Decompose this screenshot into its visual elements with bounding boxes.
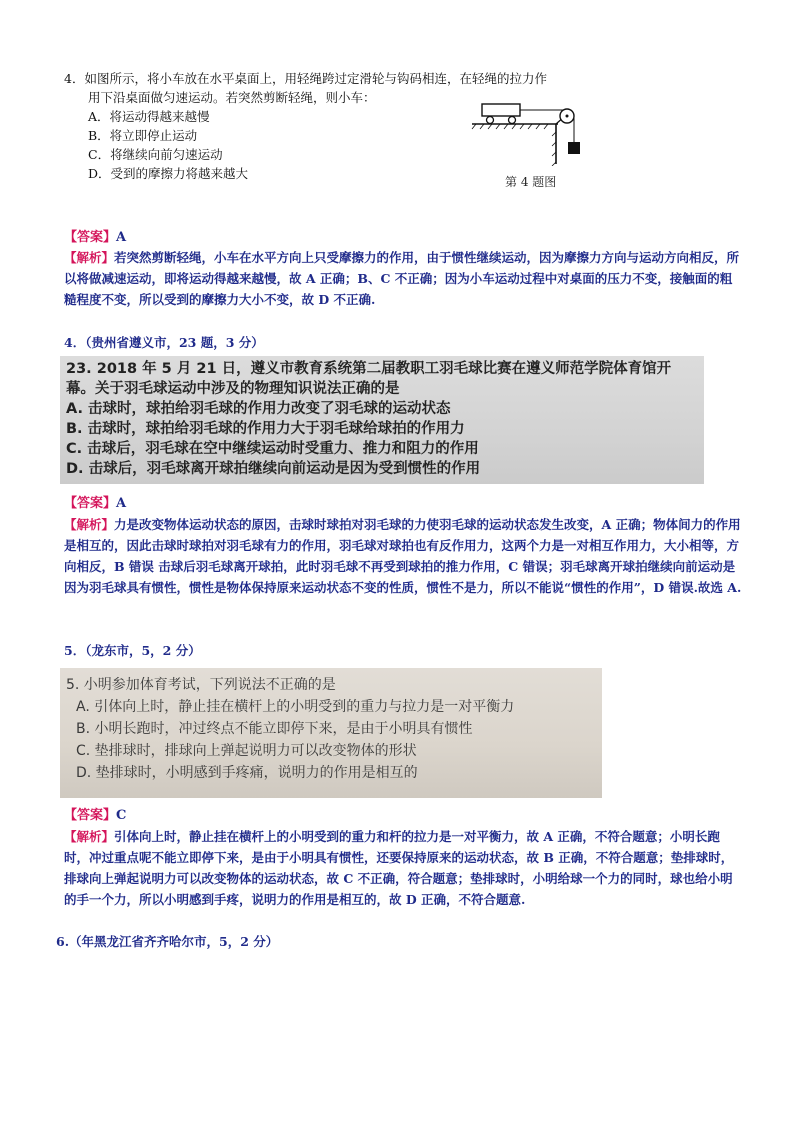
q4b-explanation — [64, 514, 744, 598]
q4b-source: 4．（贵州省遵义市，23 题，3 分） — [64, 335, 264, 350]
explain-tag: 【解析】 — [64, 517, 115, 532]
q4-stem-line2: 用下沿桌面做匀速运动。若突然剪断轻绳，则小车： — [88, 90, 376, 105]
answer-value: A — [116, 230, 127, 245]
cart-pulley-figure — [470, 98, 590, 166]
q4-option-b: B．将立即停止运动 — [88, 128, 198, 143]
explain-text: 若突然剪断轻绳，小车在水平方向上只受摩擦力的作用，由于惯性继续运动，因为摩擦力方向与运动方向相反，所以将做减速运动，即将运动得越来越慢，故 A 正确；B、C 不正确；因为小车运动过程中对桌面的压力不变，接触面的粗糙程度不变，所以受到的摩擦力大小不变，故 D 不正确. — [64, 250, 740, 307]
q4b-question-photo — [60, 356, 704, 484]
q4-option-d: D．受到的摩擦力将越来越大 — [88, 166, 249, 181]
q4-answer — [64, 228, 126, 248]
answer-tag: 【答案】 — [64, 808, 117, 823]
q4-option-c: C．将继续向前匀速运动 — [88, 147, 223, 162]
figure-caption: 第 4 题图 — [505, 175, 557, 189]
photo-line: 幕。关于羽毛球运动中涉及的物理知识说法正确的是 — [66, 381, 400, 397]
photo-line: 5. 小明参加体育考试，下列说法不正确的是 — [66, 677, 336, 693]
explain-tag: 【解析】 — [64, 250, 115, 265]
q5-explanation — [64, 826, 744, 910]
q5-question-photo — [60, 668, 602, 798]
hook-weight — [568, 142, 580, 154]
answer-value: A — [116, 496, 127, 511]
q4-explanation — [64, 247, 744, 310]
photo-line: A. 引体向上时，静止挂在横杆上的小明受到的重力与拉力是一对平衡力 — [76, 699, 515, 715]
photo-line: D. 击球后，羽毛球离开球拍继续向前运动是因为受到惯性的作用 — [66, 461, 481, 477]
q5-answer — [64, 806, 126, 826]
answer-value: C — [116, 808, 127, 823]
cart-wheel — [487, 117, 494, 124]
photo-line: A. 击球时，球拍给羽毛球的作用力改变了羽毛球的运动状态 — [66, 401, 451, 417]
explain-text: 力是改变物体运动状态的原因，击球时球拍对羽毛球的力使羽毛球的运动状态发生改变，A 正确；物体间力的作用是相互的，因此击球时球拍对羽毛球有力的作用，羽毛球对球拍也有反作用力，这两个力是一对相互作用力，大小相等，方向相反，B 错误 击球后羽毛球离开球拍，此时羽毛球不再受到球拍的推力作用，C 错误；羽毛球离开球拍继续向前运动是因为羽毛球具有惯性，惯性是物体保持原来运动状态不变的性质，惯性不是力，所以不能说“惯性的作用”，D 错误.故选 A. — [64, 517, 742, 595]
photo-line: 23. 2018 年 5 月 21 日，遵义市教育系统第二届教职工羽毛球比赛在遵义师范学院体育馆开 — [66, 361, 672, 377]
q4b-answer — [64, 494, 126, 514]
photo-line: B. 小明长跑时，冲过终点不能立即停下来，是由于小明具有惯性 — [76, 721, 473, 737]
answer-tag: 【答案】 — [64, 230, 117, 245]
cart-wheel — [509, 117, 516, 124]
q4-option-a: A．将运动得越来越慢 — [88, 109, 210, 124]
q5-source: 5．（龙东市，5，2 分） — [64, 643, 201, 658]
explain-text: 引体向上时，静止挂在横杆上的小明受到的重力和杆的拉力是一对平衡力，故 A 正确，不符合题意；小明长跑时，冲过重点呢不能立即停下来，是由于小明具有惯性，还要保持原来的运动状态，故 B 正确，不符合题意；垫排球时，排球向上弹起说明力可以改变物体的运动状态，故 C 不正确，符合题意；垫排球时，小明给球一个力的同时，球也给小明的手一个力，所以小明感到手疼，说明力的作用是相互的，故 D 正确，不符合题意. — [64, 829, 734, 907]
photo-line: C. 垫排球时，排球向上弹起说明力可以改变物体的形状 — [76, 743, 417, 759]
photo-line: D. 垫排球时，小明感到手疼痛，说明力的作用是相互的 — [76, 765, 418, 781]
photo-line: B. 击球时，球拍给羽毛球的作用力大于羽毛球给球拍的作用力 — [66, 421, 465, 437]
q4-stem-line1: 4．如图所示，将小车放在水平桌面上，用轻绳跨过定滑轮与钩码相连，在轻绳的拉力作 — [64, 71, 547, 86]
q6-source: 6.（年黑龙江省齐齐哈尔市，5，2 分） — [56, 934, 279, 949]
cart-body — [482, 104, 520, 116]
answer-tag: 【答案】 — [64, 496, 117, 511]
explain-tag: 【解析】 — [64, 829, 115, 844]
photo-line: C. 击球后，羽毛球在空中继续运动时受重力、推力和阻力的作用 — [66, 441, 479, 457]
